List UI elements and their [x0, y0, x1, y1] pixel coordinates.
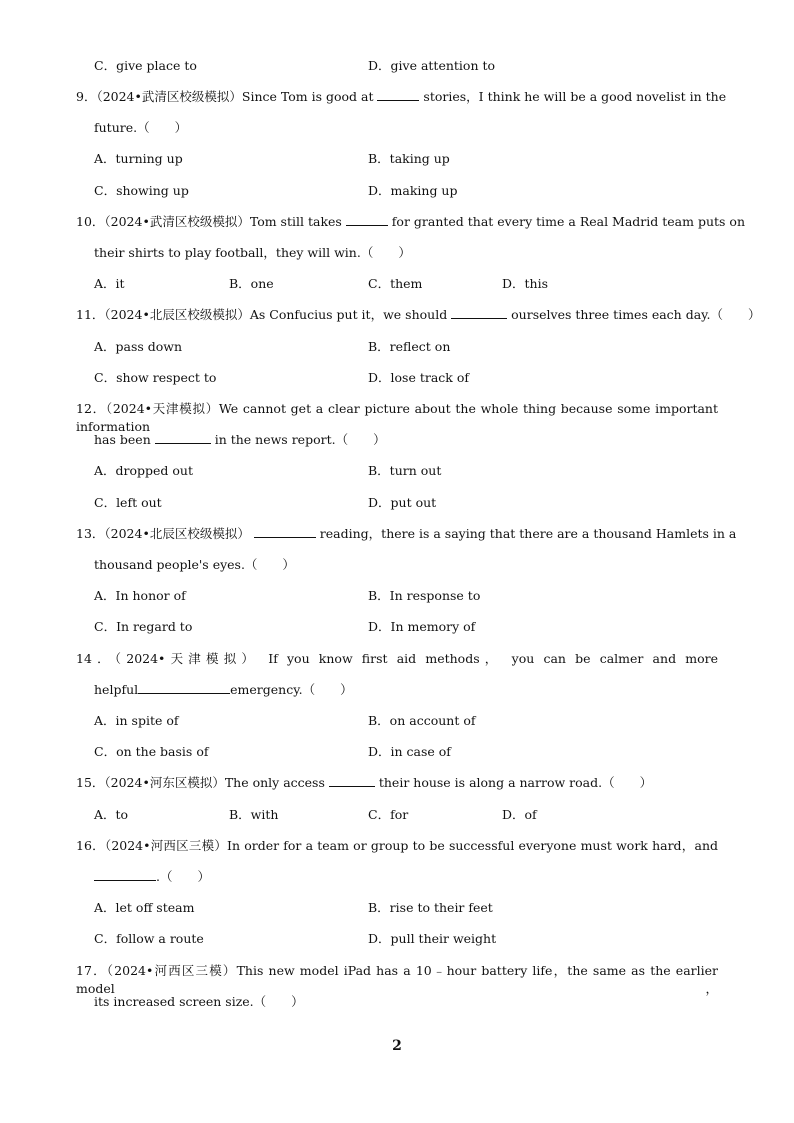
question-13-line-2: thousand people's eyes.（ ）: [94, 557, 295, 572]
option-a: A．In honor of: [94, 588, 186, 603]
answer-blank: [155, 431, 211, 444]
option-c: C．follow a route: [94, 931, 204, 946]
question-12-line-2: has been in the news report.（ ）: [94, 432, 386, 447]
option-b: B．one: [229, 276, 274, 291]
answer-blank: [451, 306, 507, 319]
option-d: D．of: [502, 807, 537, 822]
option-a: A．let off steam: [94, 900, 195, 915]
question-10-line-2: their shirts to play football，they will win.（ ）: [94, 245, 411, 260]
question-9-line-1: 9．（2024•武清区校级模拟）Since Tom is good at stories，I think he will be a good novelist in the: [76, 89, 727, 104]
option-c: C．give place to: [94, 58, 197, 73]
answer-blank: [254, 525, 316, 538]
option-a: A．pass down: [94, 339, 183, 354]
option-c: C．for: [368, 807, 409, 822]
question-9-line-2: future.（ ）: [94, 120, 188, 135]
option-b: B．rise to their feet: [368, 900, 493, 915]
question-12-line-1: 12．（2024•天津模拟）We cannot get a clear picture about the whole thing because some important information: [76, 401, 718, 434]
answer-blank: [346, 213, 388, 226]
question-11-line-1: 11．（2024•北辰区校级模拟）As Confucius put it，we should ourselves three times each day.（ ）: [76, 307, 761, 322]
answer-blank: [94, 868, 156, 881]
question-14-line-1: 14．（2024•天津模拟） If you know first aid methods， you can be calmer and more: [76, 651, 718, 666]
option-c: C．showing up: [94, 183, 189, 198]
option-a: A．to: [94, 807, 129, 822]
option-b: B．on account of: [368, 713, 476, 728]
question-16-line-2: .（ ）: [94, 868, 210, 886]
option-d: D．put out: [368, 495, 437, 510]
option-d: D．In memory of: [368, 619, 476, 634]
question-15-line-1: 15．（2024•河东区模拟）The only access their house is along a narrow road.（ ）: [76, 775, 653, 790]
question-14-line-2: helpful emergency.（ ）: [94, 682, 353, 697]
option-b: B．with: [229, 807, 279, 822]
option-c: C．left out: [94, 495, 162, 510]
option-b: B．In response to: [368, 588, 481, 603]
answer-blank: [377, 88, 419, 101]
question-13-line-1: 13．（2024•北辰区校级模拟） reading，there is a saying that there are a thousand Hamlets in a: [76, 526, 737, 541]
answer-blank: [138, 681, 230, 694]
option-d: D．give attention to: [368, 58, 496, 73]
option-a: A．turning up: [94, 151, 183, 166]
page-number: 2: [392, 1038, 402, 1054]
option-b: B．taking up: [368, 151, 450, 166]
option-d: D．in case of: [368, 744, 451, 759]
question-17-line-2: its increased screen size.（ ）: [94, 994, 304, 1009]
option-a: A．dropped out: [94, 463, 194, 478]
question-17-line-1: 17．（2024•河西区三模）This new model iPad has a 10﹣hour battery life，the same as the earlier model，: [76, 963, 718, 996]
option-b: B．turn out: [368, 463, 442, 478]
option-d: D．lose track of: [368, 370, 469, 385]
option-c: C．show respect to: [94, 370, 217, 385]
option-c: C．In regard to: [94, 619, 193, 634]
answer-blank: [329, 774, 375, 787]
option-a: A．in spite of: [94, 713, 179, 728]
option-a: A．it: [94, 276, 125, 291]
question-10-line-1: 10．（2024•武清区校级模拟）Tom still takes for granted that every time a Real Madrid team puts on: [76, 214, 745, 229]
question-16-line-1: 16．（2024•河西区三模）In order for a team or group to be successful everyone must work hard，and: [76, 838, 718, 853]
option-d: D．pull their weight: [368, 931, 497, 946]
option-c: C．them: [368, 276, 423, 291]
option-d: D．this: [502, 276, 549, 291]
option-c: C．on the basis of: [94, 744, 209, 759]
option-b: B．reflect on: [368, 339, 451, 354]
option-d: D．making up: [368, 183, 458, 198]
